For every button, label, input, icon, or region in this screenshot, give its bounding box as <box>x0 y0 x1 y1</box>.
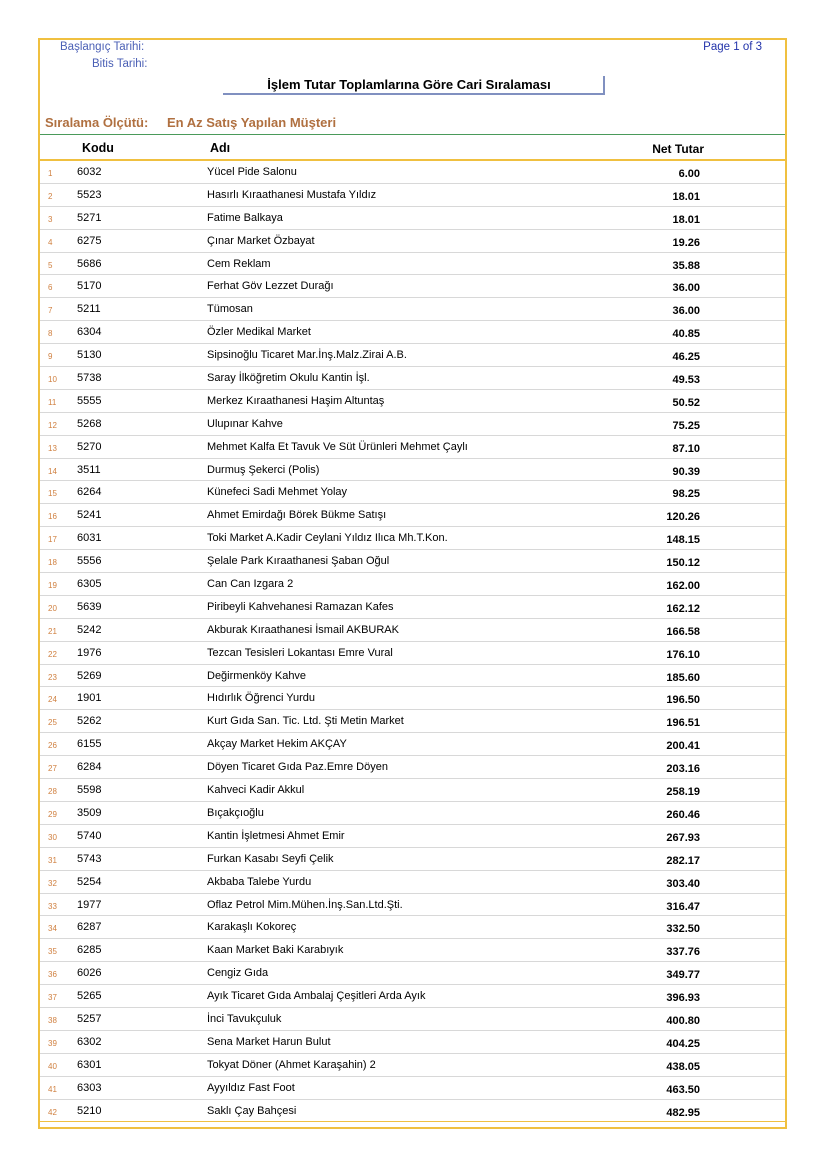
page-indicator: Page 1 of 3 <box>703 41 762 53</box>
table-row <box>40 1008 785 1031</box>
cell-kodu: 5639 <box>77 600 102 613</box>
cell-adi: Kantin İşletmesi Ahmet Emir <box>207 829 345 842</box>
table-row <box>40 802 785 825</box>
cell-kodu: 5257 <box>77 1012 102 1025</box>
start-date-label: Başlangıç Tarihi: <box>60 41 145 53</box>
cell-kodu: 6284 <box>77 761 102 774</box>
table-row <box>40 184 785 207</box>
cell-net-tutar: 35.88 <box>672 259 700 272</box>
row-number: 37 <box>48 993 57 1003</box>
cell-adi: Sena Market Harun Bulut <box>207 1035 331 1048</box>
cell-kodu: 5210 <box>77 1104 102 1117</box>
cell-adi: Akbaba Talebe Yurdu <box>207 875 312 888</box>
cell-kodu: 5271 <box>77 211 102 224</box>
row-number: 40 <box>48 1061 57 1071</box>
cell-kodu: 5598 <box>77 784 102 797</box>
row-number: 21 <box>48 626 57 636</box>
cell-adi: Piribeyli Kahvehanesi Ramazan Kafes <box>207 600 394 613</box>
row-number: 23 <box>48 672 57 682</box>
cell-kodu: 5740 <box>77 829 102 842</box>
cell-kodu: 5265 <box>77 990 102 1003</box>
cell-kodu: 5268 <box>77 417 102 430</box>
table-row <box>40 321 785 344</box>
cell-adi: Tezcan Tesisleri Lokantası Emre Vural <box>207 646 393 659</box>
cell-net-tutar: 46.25 <box>672 351 700 364</box>
cell-net-tutar: 196.51 <box>666 717 700 730</box>
cell-kodu: 5170 <box>77 280 102 293</box>
row-number: 39 <box>48 1038 57 1048</box>
cell-kodu: 6031 <box>77 532 102 545</box>
cell-adi: Cem Reklam <box>207 257 271 270</box>
cell-adi: Mehmet Kalfa Et Tavuk Ve Süt Ürünleri Mehmet Çaylı <box>207 440 468 453</box>
table-row <box>40 390 785 413</box>
cell-net-tutar: 404.25 <box>666 1037 700 1050</box>
cell-kodu: 5556 <box>77 555 102 568</box>
table-row <box>40 939 785 962</box>
cell-adi: İnci Tavukçuluk <box>207 1012 282 1025</box>
end-date-label: Bitis Tarihi: <box>92 58 148 70</box>
row-number: 12 <box>48 420 57 430</box>
table-row <box>40 596 785 619</box>
cell-net-tutar: 18.01 <box>672 190 700 203</box>
table-row <box>40 962 785 985</box>
table-row <box>40 436 785 459</box>
cell-adi: Akçay Market Hekim AKÇAY <box>207 738 347 751</box>
row-number: 34 <box>48 924 57 934</box>
column-header-net-tutar: Net Tutar <box>652 142 704 156</box>
cell-adi: Merkez Kıraathanesi Haşim Altuntaş <box>207 394 385 407</box>
cell-net-tutar: 438.05 <box>666 1060 700 1073</box>
cell-kodu: 6285 <box>77 944 102 957</box>
report-title: İşlem Tutar Toplamlarına Göre Cari Sıralaması <box>267 77 551 92</box>
table-row <box>40 665 785 688</box>
cell-net-tutar: 166.58 <box>666 625 700 638</box>
table-row <box>40 1054 785 1077</box>
row-number: 41 <box>48 1084 57 1094</box>
cell-kodu: 6026 <box>77 967 102 980</box>
row-number: 4 <box>48 237 53 247</box>
cell-net-tutar: 349.77 <box>666 969 700 982</box>
cell-net-tutar: 36.00 <box>672 305 700 318</box>
row-number: 32 <box>48 878 57 888</box>
cell-adi: Döyen Ticaret Gıda Paz.Emre Döyen <box>207 761 388 774</box>
cell-kodu: 6303 <box>77 1081 102 1094</box>
cell-kodu: 6305 <box>77 578 102 591</box>
table-row <box>40 985 785 1008</box>
row-number: 36 <box>48 970 57 980</box>
table-row <box>40 481 785 504</box>
table-row <box>40 825 785 848</box>
cell-net-tutar: 75.25 <box>672 419 700 432</box>
cell-net-tutar: 303.40 <box>666 877 700 890</box>
table-row <box>40 871 785 894</box>
table-row <box>40 619 785 642</box>
cell-net-tutar: 463.50 <box>666 1083 700 1096</box>
cell-kodu: 3509 <box>77 806 102 819</box>
table-row <box>40 733 785 756</box>
row-number: 29 <box>48 809 57 819</box>
cell-kodu: 6302 <box>77 1035 102 1048</box>
cell-net-tutar: 260.46 <box>666 808 700 821</box>
cell-net-tutar: 98.25 <box>672 488 700 501</box>
row-number: 28 <box>48 787 57 797</box>
cell-net-tutar: 150.12 <box>666 557 700 570</box>
row-number: 20 <box>48 603 57 613</box>
cell-adi: Saray İlköğretim Okulu Kantin İşl. <box>207 372 370 385</box>
cell-net-tutar: 90.39 <box>672 465 700 478</box>
table-row <box>40 253 785 276</box>
cell-kodu: 5241 <box>77 509 102 522</box>
row-number: 5 <box>48 260 53 270</box>
row-number: 2 <box>48 191 53 201</box>
cell-net-tutar: 49.53 <box>672 374 700 387</box>
cell-adi: Kurt Gıda San. Tic. Ltd. Şti Metin Market <box>207 715 404 728</box>
table-row <box>40 848 785 871</box>
column-header-kodu: Kodu <box>82 141 114 155</box>
cell-kodu: 5262 <box>77 715 102 728</box>
cell-kodu: 5270 <box>77 440 102 453</box>
cell-net-tutar: 337.76 <box>666 946 700 959</box>
cell-adi: Karakaşlı Kokoreç <box>207 921 297 934</box>
cell-adi: Cengiz Gıda <box>207 967 269 980</box>
cell-adi: Künefeci Sadi Mehmet Yolay <box>207 486 348 499</box>
row-number: 15 <box>48 489 57 499</box>
cell-adi: Akburak Kıraathanesi İsmail AKBURAK <box>207 623 399 636</box>
cell-adi: Hıdırlık Öğrenci Yurdu <box>207 692 316 705</box>
cell-kodu: 6304 <box>77 326 102 339</box>
table-row <box>40 459 785 482</box>
row-number: 3 <box>48 214 53 224</box>
cell-kodu: 5242 <box>77 623 102 636</box>
cell-kodu: 5130 <box>77 349 102 362</box>
table-row <box>40 550 785 573</box>
table-row <box>40 367 785 390</box>
cell-net-tutar: 258.19 <box>666 786 700 799</box>
cell-kodu: 6155 <box>77 738 102 751</box>
cell-adi: Saklı Çay Bahçesi <box>207 1104 297 1117</box>
row-number: 6 <box>48 283 53 293</box>
cell-adi: Fatime Balkaya <box>207 211 283 224</box>
table-row <box>40 504 785 527</box>
row-number: 1 <box>48 169 53 178</box>
cell-adi: Bıçakçıoğlu <box>207 806 264 819</box>
cell-net-tutar: 176.10 <box>666 648 700 661</box>
cell-net-tutar: 282.17 <box>666 854 700 867</box>
row-number: 26 <box>48 741 57 751</box>
cell-net-tutar: 87.10 <box>672 442 700 455</box>
table-row <box>40 1077 785 1100</box>
column-header-adi: Adı <box>210 141 231 155</box>
table-row <box>40 161 785 184</box>
table-row <box>40 275 785 298</box>
row-number: 27 <box>48 764 57 774</box>
row-number: 7 <box>48 306 53 316</box>
cell-kodu: 6287 <box>77 921 102 934</box>
row-number: 30 <box>48 832 57 842</box>
table-row <box>40 344 785 367</box>
table-body <box>40 161 785 1122</box>
row-number: 17 <box>48 535 57 545</box>
cell-net-tutar: 203.16 <box>666 763 700 776</box>
cell-adi: Değirmenköy Kahve <box>207 669 307 682</box>
table-row <box>40 756 785 779</box>
row-number: 13 <box>48 443 57 453</box>
row-number: 33 <box>48 901 57 911</box>
cell-net-tutar: 267.93 <box>666 831 700 844</box>
criteria-label: Sıralama Ölçütü: <box>45 115 149 130</box>
row-number: 31 <box>48 855 57 865</box>
cell-kodu: 1976 <box>77 646 102 659</box>
row-number: 11 <box>48 397 57 407</box>
cell-kodu: 5738 <box>77 372 102 385</box>
cell-net-tutar: 396.93 <box>666 992 700 1005</box>
row-number: 9 <box>48 352 53 362</box>
cell-kodu: 5269 <box>77 669 102 682</box>
cell-adi: Can Can Izgara 2 <box>207 578 294 591</box>
row-number: 38 <box>48 1015 57 1025</box>
cell-kodu: 5523 <box>77 188 102 201</box>
cell-adi: Furkan Kasabı Seyfi Çelik <box>207 852 334 865</box>
cell-net-tutar: 40.85 <box>672 328 700 341</box>
cell-kodu: 6264 <box>77 486 102 499</box>
cell-adi: Durmuş Şekerci (Polis) <box>207 463 320 476</box>
cell-adi: Ferhat Göv Lezzet Durağı <box>207 280 334 293</box>
row-number: 19 <box>48 581 57 591</box>
cell-kodu: 6032 <box>77 166 102 178</box>
cell-kodu: 5743 <box>77 852 102 865</box>
table-row <box>40 298 785 321</box>
cell-net-tutar: 120.26 <box>666 511 700 524</box>
cell-net-tutar: 50.52 <box>672 396 700 409</box>
table-row <box>40 413 785 436</box>
cell-net-tutar: 185.60 <box>666 671 700 684</box>
cell-adi: Ayık Ticaret Gıda Ambalaj Çeşitleri Arda Ayık <box>207 990 426 1003</box>
cell-adi: Ahmet Emirdağı Börek Bükme Satışı <box>207 509 387 522</box>
cell-net-tutar: 6.00 <box>678 168 700 180</box>
table-row <box>40 207 785 230</box>
cell-net-tutar: 196.50 <box>666 694 700 707</box>
cell-kodu: 1901 <box>77 692 102 705</box>
cell-kodu: 3511 <box>77 463 101 476</box>
cell-adi: Ayyıldız Fast Foot <box>207 1081 295 1094</box>
cell-kodu: 5686 <box>77 257 102 270</box>
cell-net-tutar: 36.00 <box>672 282 700 295</box>
row-number: 16 <box>48 512 57 522</box>
cell-net-tutar: 482.95 <box>666 1106 700 1119</box>
row-number: 24 <box>48 695 57 705</box>
cell-net-tutar: 162.12 <box>666 602 700 615</box>
table-row <box>40 573 785 596</box>
row-number: 8 <box>48 329 53 339</box>
row-number: 18 <box>48 558 57 568</box>
cell-net-tutar: 162.00 <box>666 580 700 593</box>
cell-adi: Şelale Park Kıraathanesi Şaban Oğul <box>207 555 390 568</box>
table-row <box>40 1031 785 1054</box>
cell-adi: Kahveci Kadir Akkul <box>207 784 305 797</box>
cell-adi: Kaan Market Baki Karabıyık <box>207 944 344 957</box>
table-row <box>40 642 785 665</box>
cell-adi: Sipsinoğlu Ticaret Mar.İnş.Malz.Zirai A.B. <box>207 349 407 362</box>
row-number: 22 <box>48 649 57 659</box>
table-row <box>40 894 785 917</box>
cell-adi: Ulupınar Kahve <box>207 417 283 430</box>
row-number: 42 <box>48 1107 57 1117</box>
cell-adi: Oflaz Petrol Mim.Mühen.İnş.San.Ltd.Şti. <box>207 898 403 911</box>
table-row <box>40 1100 785 1123</box>
row-number: 14 <box>48 466 57 476</box>
cell-kodu: 5254 <box>77 875 102 888</box>
cell-adi: Tümosan <box>207 303 253 316</box>
cell-adi: Hasırlı Kıraathanesi Mustafa Yıldız <box>207 188 377 201</box>
table-row <box>40 687 785 710</box>
table-row <box>40 710 785 733</box>
criteria-divider <box>40 134 785 135</box>
cell-adi: Toki Market A.Kadir Ceylani Yıldız Ilıca Mh.T.Kon. <box>207 532 448 545</box>
cell-net-tutar: 400.80 <box>666 1014 700 1027</box>
table-row <box>40 916 785 939</box>
cell-kodu: 6275 <box>77 234 102 247</box>
row-number: 35 <box>48 947 57 957</box>
cell-adi: Çınar Market Özbayat <box>207 234 315 247</box>
row-number: 10 <box>48 375 57 385</box>
cell-kodu: 5211 <box>77 303 101 316</box>
table-row <box>40 527 785 550</box>
cell-net-tutar: 332.50 <box>666 923 700 936</box>
cell-net-tutar: 19.26 <box>672 236 700 249</box>
cell-adi: Tokyat Döner (Ahmet Karaşahin) 2 <box>207 1058 376 1071</box>
cell-kodu: 1977 <box>77 898 102 911</box>
cell-net-tutar: 148.15 <box>666 534 700 547</box>
cell-net-tutar: 200.41 <box>666 740 700 753</box>
table-row <box>40 779 785 802</box>
cell-adi: Yücel Pide Salonu <box>207 166 297 178</box>
criteria-value: En Az Satış Yapılan Müşteri <box>167 115 337 130</box>
cell-net-tutar: 18.01 <box>672 213 700 226</box>
cell-kodu: 6301 <box>77 1058 102 1071</box>
table-row <box>40 230 785 253</box>
table-bottom-divider <box>40 1121 785 1122</box>
cell-adi: Özler Medikal Market <box>207 326 311 339</box>
cell-net-tutar: 316.47 <box>666 900 700 913</box>
cell-kodu: 5555 <box>77 394 102 407</box>
row-number: 25 <box>48 718 57 728</box>
